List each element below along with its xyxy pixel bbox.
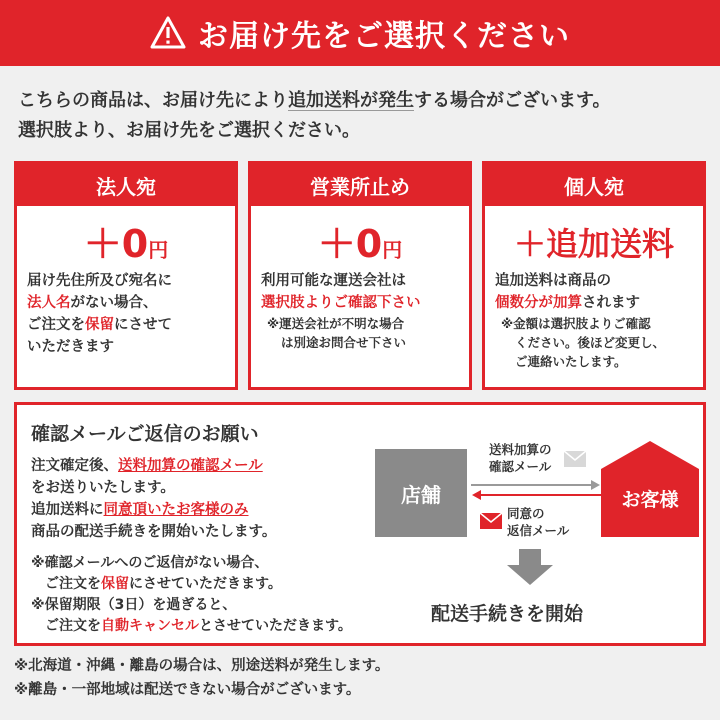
card-title: 法人宛	[17, 164, 235, 206]
card-title: 個人宛	[485, 164, 703, 206]
warning-triangle-icon	[150, 16, 186, 50]
envelope-red-icon	[480, 513, 502, 529]
confirmation-notes: ※確認メールへのご返信がない場合、 ご注文を保留にさせていただきます。 ※保留期限（3日）を過ぎると、 ご注文を自動キャンセルとさせていただきます。	[31, 555, 352, 634]
intro-text: こちらの商品は、お届け先により追加送料が発生する場合がございます。 選択肢より、お届け先をご選択ください。	[18, 90, 611, 141]
card-description: 追加送料は商品の 個数分が加算されます	[495, 273, 640, 311]
card-note: ※運送会社が不明な場合 は別途お問合せ下さい	[267, 316, 407, 350]
arrow-down-icon	[507, 549, 553, 585]
confirmation-title: 確認メールご返信のお願い	[31, 423, 259, 445]
mail2-label: 同意の 返信メール	[507, 506, 570, 538]
card-price: ＋0円	[83, 222, 169, 266]
option-card-office-pickup[interactable]	[248, 161, 472, 390]
option-card-corporate[interactable]	[14, 161, 238, 390]
store-box: 店舗	[375, 449, 467, 537]
header-banner	[0, 0, 720, 66]
confirmation-body: 注文確定後、送料加算の確認メール をお送りいたします。 追加送料に同意頂いたお客様のみ 商品の配送手続きを開始いたします。	[31, 458, 277, 540]
card-note: ※金額は選択肢よりご確認 ください。後ほど変更し、 ご連絡いたします。	[501, 316, 666, 369]
card-title: 営業所止め	[251, 164, 469, 206]
footer-notes: ※北海道・沖縄・離島の場合は、別途送料が発生します。 ※離島・一部地域は配送できない場合がございます。	[14, 658, 390, 698]
customer-label: お客様	[621, 489, 679, 511]
option-card-personal[interactable]	[482, 161, 706, 390]
customer-house	[601, 441, 699, 537]
card-description: 利用可能な運送会社は 選択肢よりご確認下さい	[261, 273, 421, 311]
envelope-gray-icon	[564, 451, 586, 467]
arrow-left-icon	[471, 489, 601, 501]
card-description: 届け先住所及び宛名に 法人名がない場合、 ご注文を保留にさせて いただきます	[27, 273, 172, 355]
page-title: お届け先をご選択ください	[198, 19, 570, 54]
card-price: ＋0円	[317, 222, 403, 266]
card-price: ＋追加送料	[513, 225, 674, 263]
shipping-start-label: 配送手続きを開始	[431, 603, 584, 625]
mail1-label: 送料加算の 確認メール	[489, 442, 552, 474]
confirmation-box	[14, 402, 706, 646]
